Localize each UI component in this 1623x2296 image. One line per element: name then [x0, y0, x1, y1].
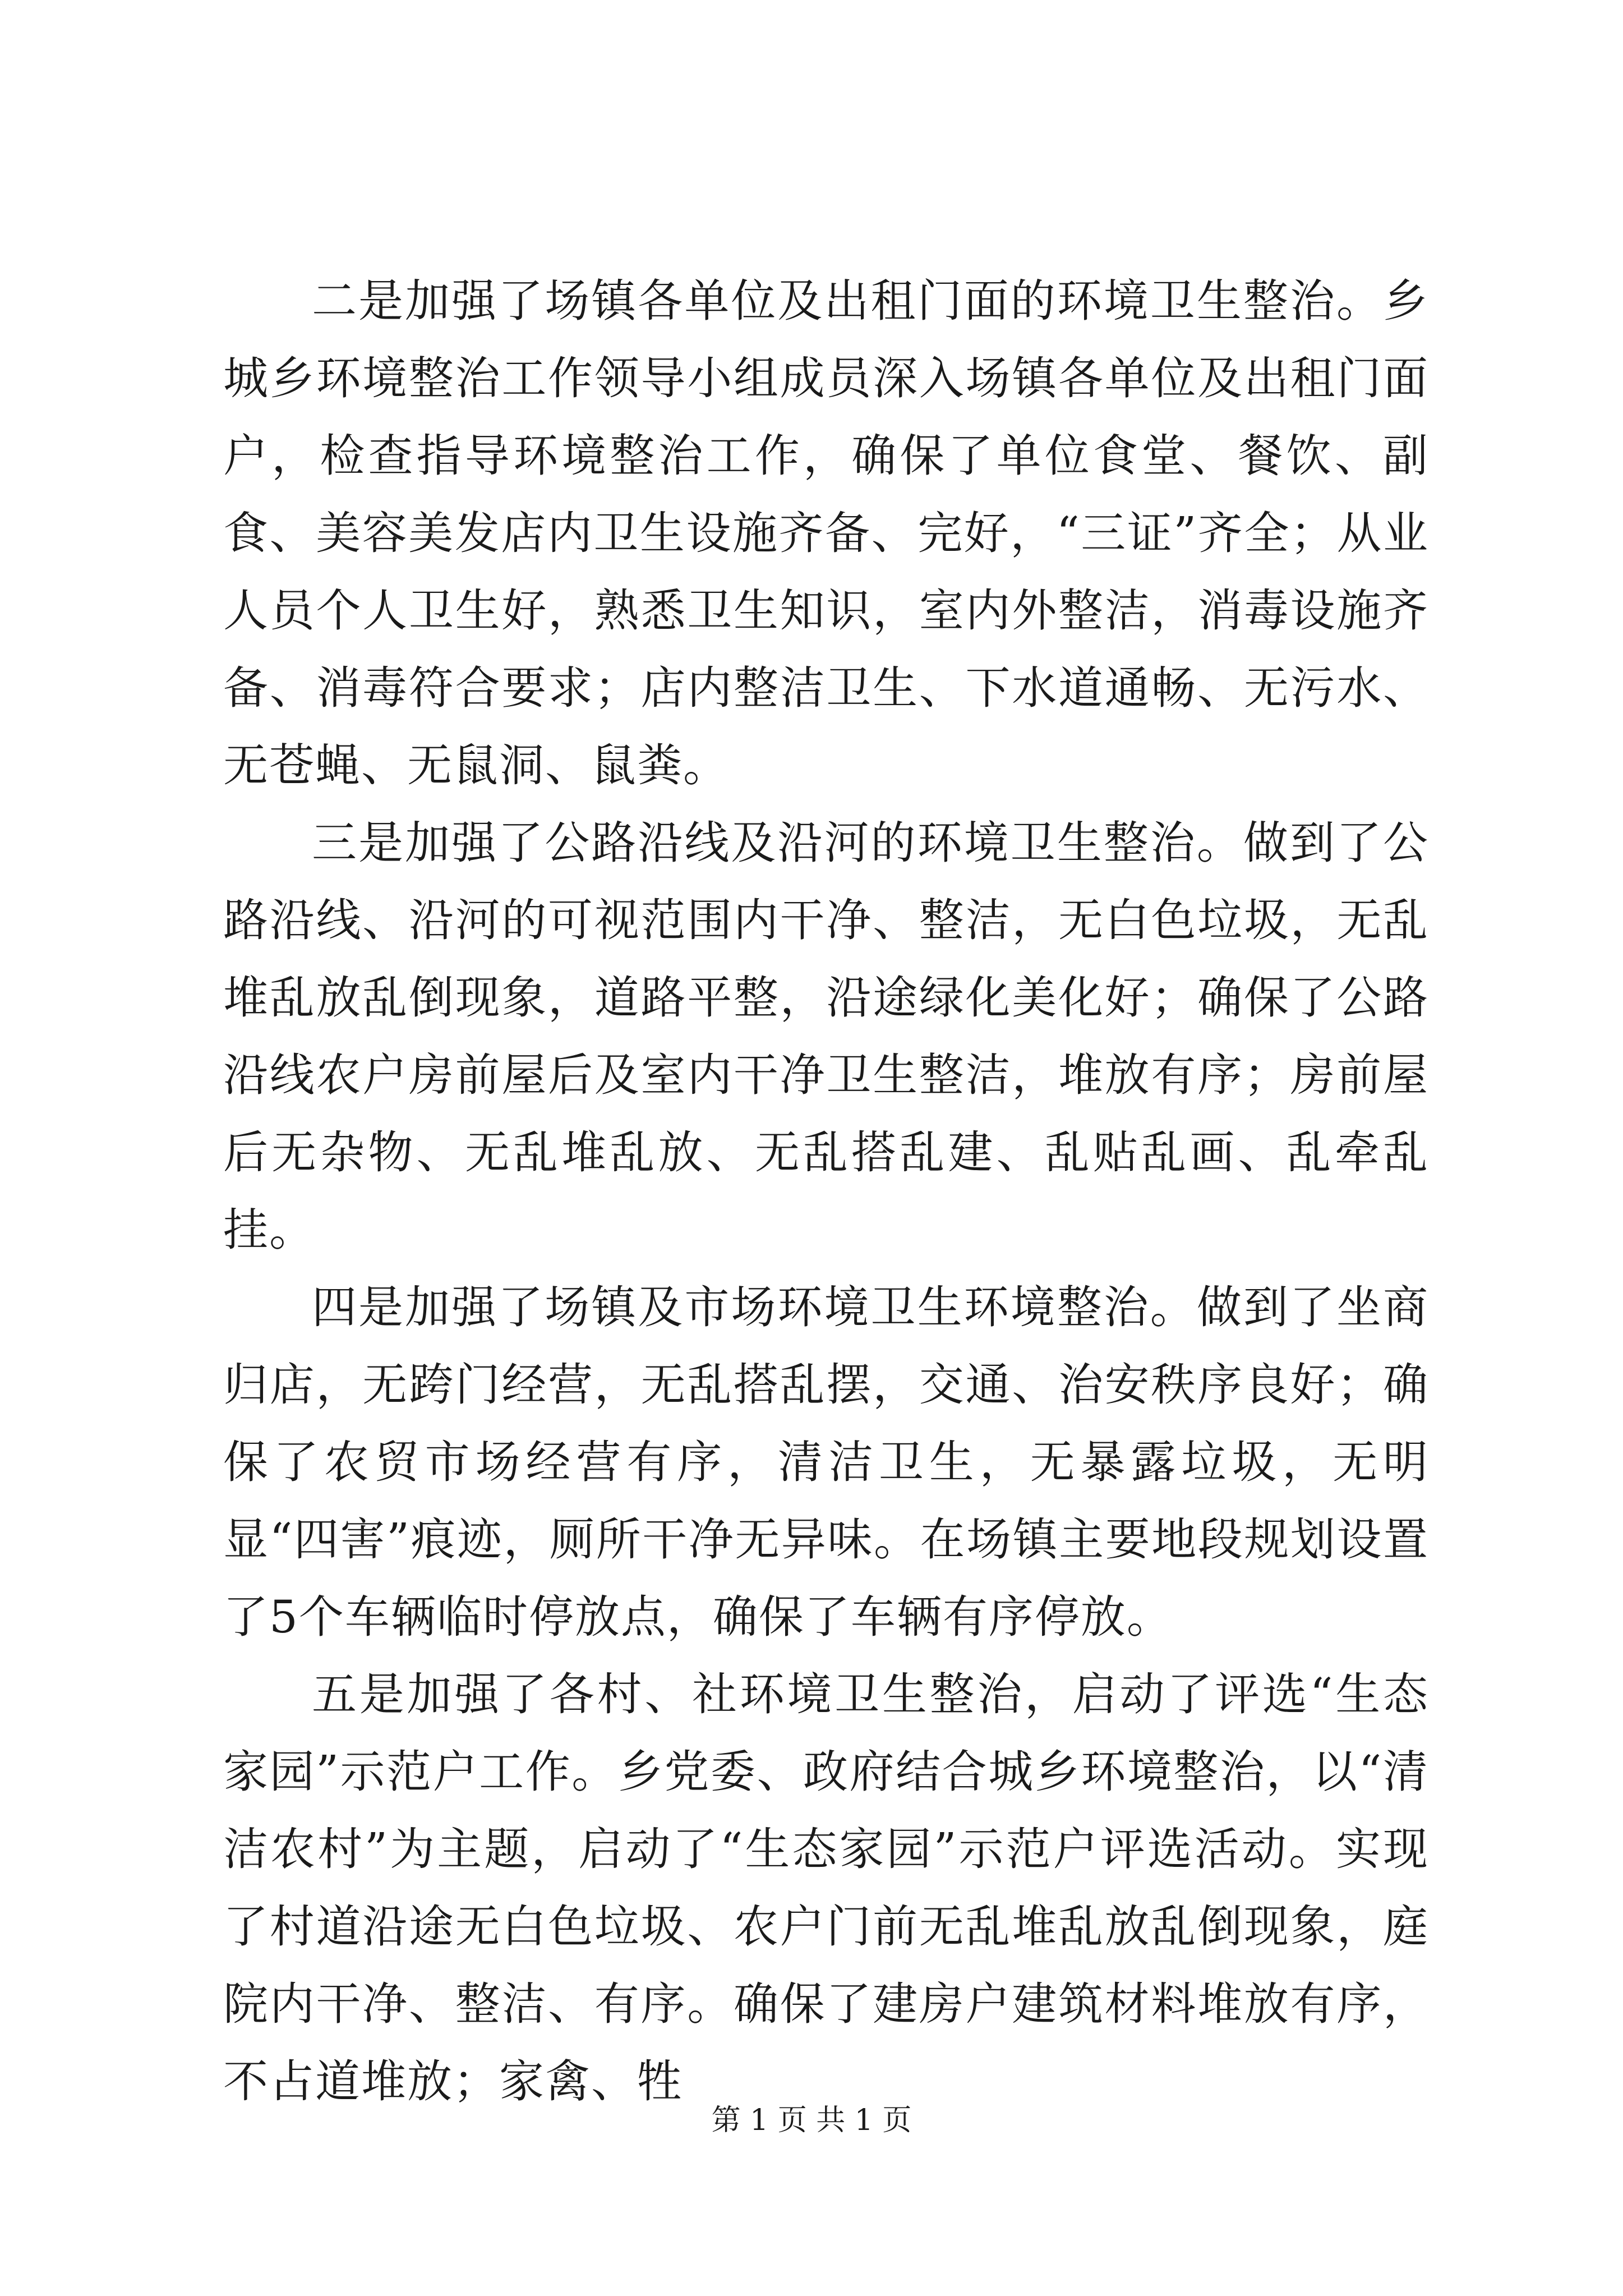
paragraph-5: 五是加强了各村、社环境卫生整治，启动了评选“生态家园”示范户工作。乡党委、政府结合城乡环境整治，以“清洁农村”为主题，启动了“生态家园”示范户评选活动。实现了村道沿途无白色垃圾、农户门前无乱堆乱放乱倒现象，庭院内干净、整洁、有序。确保了建房户建筑材料堆放有序，不占道堆放；家禽、牲 — [223, 1668, 1429, 2108]
paragraph-3: 三是加强了公路沿线及沿河的环境卫生整治。做到了公路沿线、沿河的可视范围内干净、整洁，无白色垃圾，无乱堆乱放乱倒现象，道路平整，沿途绿化美化好；确保了公路沿线农户房前屋后及室内干净卫生整洁，堆放有序；房前屋后无杂物、无乱堆乱放、无乱搭乱建、乱贴乱画、乱牵乱挂。 — [223, 817, 1429, 1256]
paragraph-4: 四是加强了场镇及市场环境卫生环境整治。做到了坐商归店，无跨门经营，无乱搭乱摆，交通、治安秩序良好；确保了农贸市场经营有序，清洁卫生，无暴露垃圾，无明显“四害”痕迹，厕所干净无异味。在场镇主要地段规划设置了5个车辆临时停放点，确保了车辆有序停放。 — [223, 1281, 1429, 1643]
paragraph-2: 二是加强了场镇各单位及出租门面的环境卫生整治。乡城乡环境整治工作领导小组成员深入场镇各单位及出租门面户，检查指导环境整治工作，确保了单位食堂、餐饮、副食、美容美发店内卫生设施齐备、完好，“三证”齐全；从业人员个人卫生好，熟悉卫生知识，室内外整洁，消毒设施齐备、消毒符合要求；店内整洁卫生、下水道通畅、无污水、无苍蝇、无鼠洞、鼠粪。 — [223, 275, 1429, 792]
document-body — [223, 263, 1429, 2120]
page-number-footer: 第 1 页 共 1 页 — [711, 2104, 912, 2137]
